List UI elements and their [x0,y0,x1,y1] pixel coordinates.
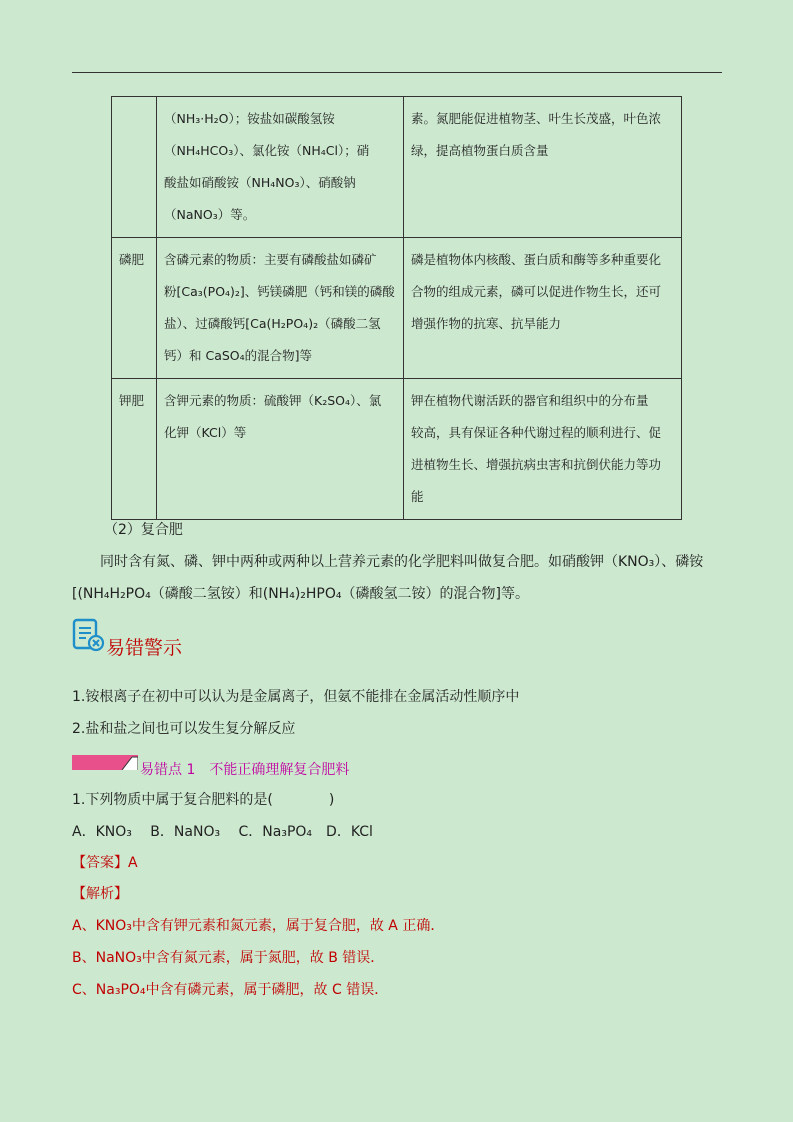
function-line: 进植物生长、增强抗病虫害和抗倒伏能力等功 [411,457,662,472]
fertilizer-function [404,379,682,520]
analysis-line: A、KNO₃中含有钾元素和氮元素，属于复合肥，故 A 正确． [72,918,445,934]
question-text: 1.下列物质中属于复合肥料的是( ) [72,792,335,808]
analysis-line: B、NaNO₃中含有氮元素，属于氮肥，故 B 错误． [72,950,385,966]
header-rule [72,72,722,73]
document-x-icon [72,618,106,652]
error-point-badge [72,755,138,770]
analysis-label: 【解析】 [72,886,128,902]
table-row [112,97,682,238]
content-line: 含磷元素的物质：主要有磷酸盐如磷矿 [164,252,377,267]
function-line: 绿，提高植物蛋白质含量 [411,143,549,158]
warning-point: 2.盐和盐之间也可以发生复分解反应 [72,721,296,737]
table-row [112,238,682,379]
function-line: 素。氮肥能促进植物茎、叶生长茂盛，叶色浓 [411,111,662,126]
content-line: 盐）、过磷酸钙[Ca(H₂PO₄)₂（磷酸二氢 [164,316,381,331]
paragraph-line: [(NH₄H₂PO₄（磷酸二氢铵）和(NH₄)₂HPO₄（磷酸氢二铵）的混合物]等。 [72,586,529,602]
function-line: 增强作物的抗寒、抗旱能力 [411,316,562,331]
function-line: 磷是植物体内核酸、蛋白质和酶等多种重要化 [411,252,662,267]
table-row [112,379,682,520]
warning-title: 易错警示 [106,637,183,659]
question-options: A．KNO₃ B．NaNO₃ C．Na₃PO₄ D．KCl [72,824,373,840]
fertilizer-function [404,238,682,379]
answer-label: 【答案】A [72,855,138,871]
fertilizer-name: 磷肥 [112,238,157,379]
paragraph-line: 同时含有氮、磷、钾中两种或两种以上营养元素的化学肥料叫做复合肥。如硝酸钾（KNO₃）、磷铵 [100,554,704,570]
function-line: 能 [411,489,424,504]
content-line: 含钾元素的物质：硫酸钾（K₂SO₄）、氯 [164,393,382,408]
warning-point: 1.铵根离子在初中可以认为是金属离子，但氨不能排在金属活动性顺序中 [72,689,520,705]
content-line: （NH₃·H₂O）；铵盐如碳酸氢铵 [164,111,335,126]
fertilizer-name [112,97,157,238]
error-point-label: 易错点 1 不能正确理解复合肥料 [140,762,350,778]
fertilizer-content [157,238,404,379]
content-line: 钙）和 CaSO₄的混合物]等 [164,348,313,363]
fertilizer-name: 钾肥 [112,379,157,520]
fertilizer-function [404,97,682,238]
function-line: 合物的组成元素，磷可以促进作物生长，还可 [411,284,662,299]
content-line: （NaNO₃）等。 [164,207,256,222]
content-line: （NH₄HCO₃）、氯化铵（NH₄Cl）；硝 [164,143,370,158]
content-line: 化钾（KCl）等 [164,425,247,440]
fertilizer-table [111,96,682,520]
analysis-line: C、Na₃PO₄中含有磷元素，属于磷肥，故 C 错误． [72,982,389,998]
fertilizer-content [157,379,404,520]
section-heading: （2）复合肥 [104,522,183,538]
fertilizer-content [157,97,404,238]
content-line: 粉[Ca₃(PO₄)₂]、钙镁磷肥（钙和镁的磷酸 [164,284,395,299]
content-line: 酸盐如硝酸铵（NH₄NO₃）、硝酸钠 [164,175,356,190]
function-line: 较高，具有保证各种代谢过程的顺利进行、促 [411,425,662,440]
function-line: 钾在植物代谢活跃的器官和组织中的分布量 [411,393,649,408]
